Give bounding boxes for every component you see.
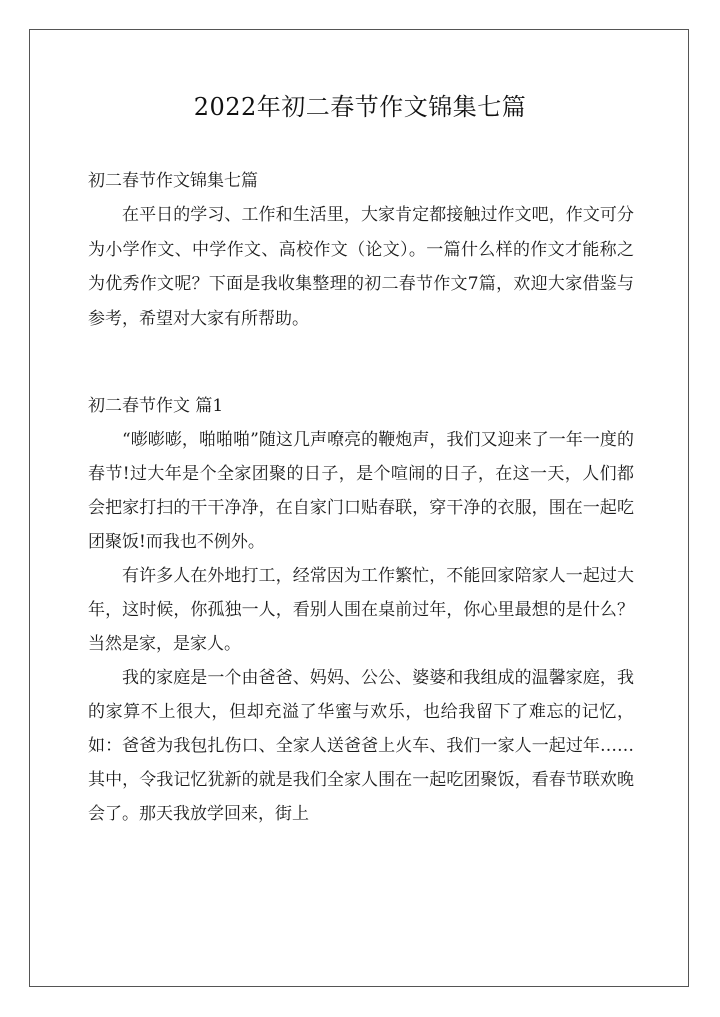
article-1-section xyxy=(88,391,634,831)
article-1-heading: 初二春节作文 篇1 xyxy=(88,396,224,416)
article-1-paragraph: “嘭嘭嘭，啪啪啪”随这几声嘹亮的鞭炮声，我们又迎来了一年一度的春节!过大年是个全家团聚的日子，是个喧闹的日子，在这一天，人们都会把家打扫的干干净净，在自家门口贴春联，穿干净的衣服，围在一起吃团聚饭!而我也不例外。 xyxy=(88,430,634,552)
intro-paragraph: 在平日的学习、工作和生活里，大家肯定都接触过作文吧，作文可分为小学作文、中学作文、高校作文（论文）。一篇什么样的作文才能称之为优秀作文呢？下面是我收集整理的初二春节作文7篇，欢迎大家借鉴与参考，希望对大家有所帮助。 xyxy=(88,205,634,329)
article-1-paragraph: 有许多人在外地打工，经常因为工作繁忙，不能回家陪家人一起过大年，这时候，你孤独一人，看别人围在桌前过年，你心里最想的是什么？当然是家，是家人。 xyxy=(88,566,634,654)
document-title: 2022年初二春节作文锦集七篇 xyxy=(193,93,527,121)
intro-heading: 初二春节作文锦集七篇 xyxy=(88,171,258,191)
article-1-paragraph: 我的家庭是一个由爸爸、妈妈、公公、婆婆和我组成的温馨家庭，我的家算不上很大，但却充溢了华蜜与欢乐，也给我留下了难忘的记忆，如：爸爸为我包扎伤口、全家人送爸爸上火车、我们一家人一起过年……其中，令我记忆犹新的就是我们全家人围在一起吃团聚饭，看春节联欢晚会了。那天我放学回来，街上 xyxy=(88,668,634,824)
intro-section xyxy=(88,166,634,336)
